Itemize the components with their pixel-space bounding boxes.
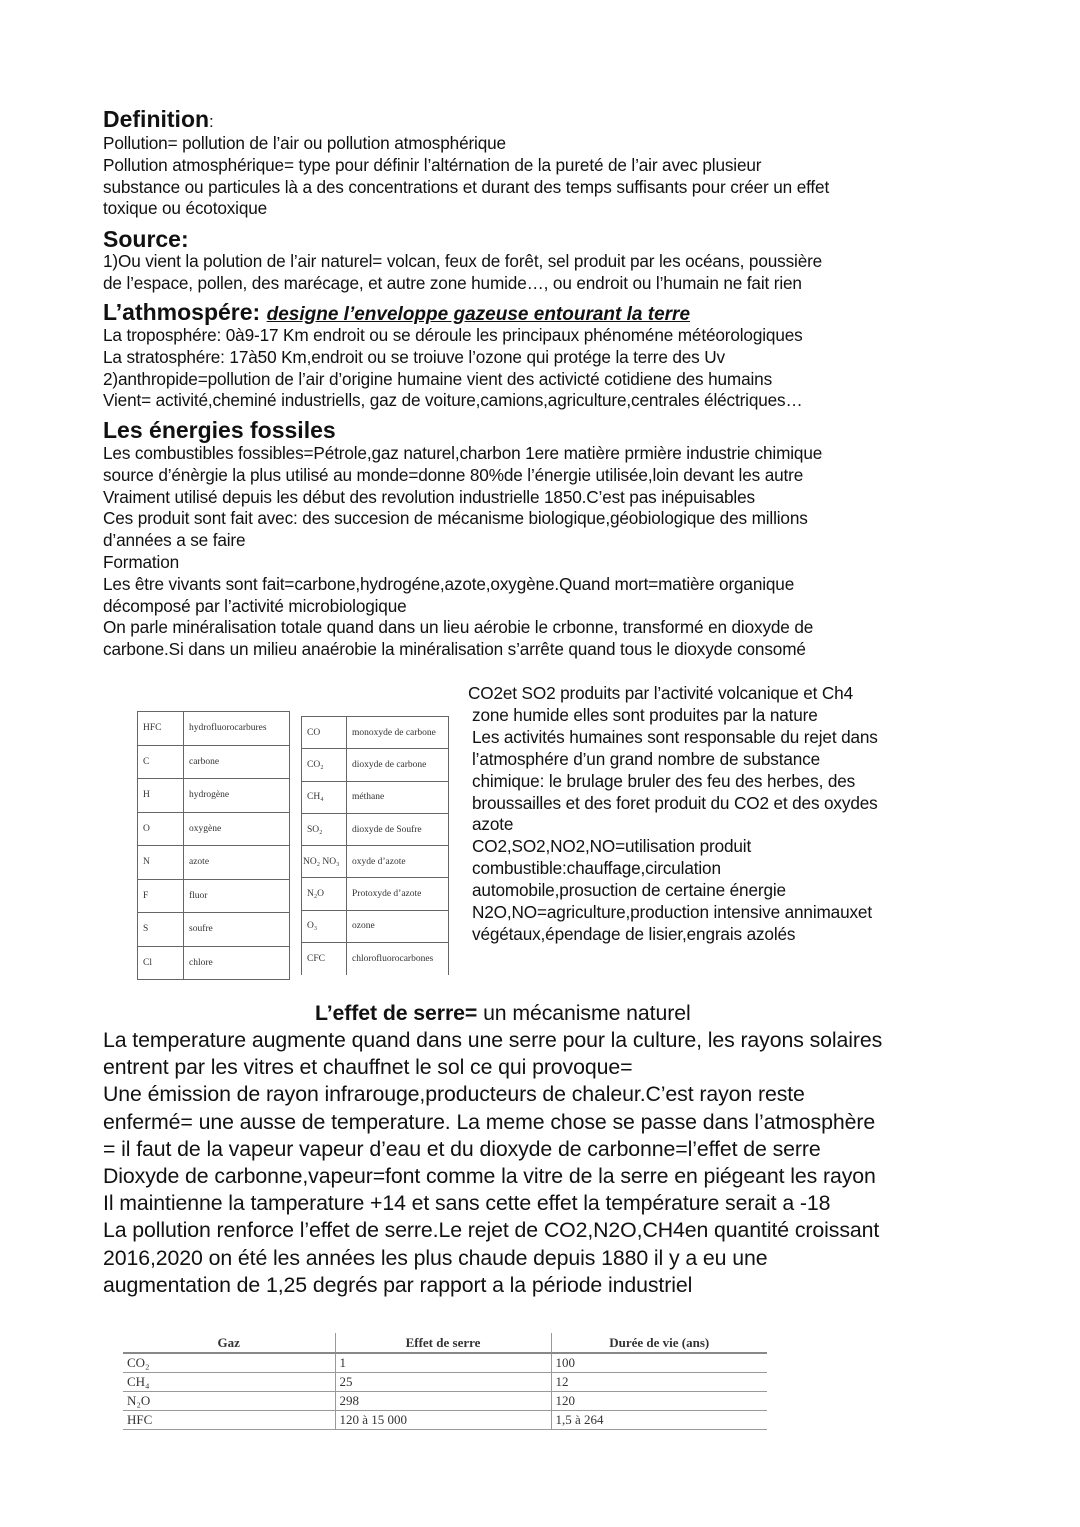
text-line: Ces produit sont fait avec: des succesion de mécanisme biologique,géobiologique des millions (103, 508, 808, 529)
atmosphere-heading (103, 299, 690, 328)
definition-body (103, 133, 829, 220)
table-row (302, 910, 449, 942)
table-row (302, 943, 449, 975)
table-row (138, 913, 290, 947)
effect-cell: 25 (335, 1373, 551, 1392)
text-line: augmentation de 1,25 degrés par rapport a la période industriel (103, 1272, 693, 1297)
text-line: combustible:chauffage,circulation (472, 858, 721, 879)
table-row (302, 846, 449, 878)
fossiles-heading: Les énergies fossiles (103, 417, 336, 443)
text-line: Une émission de rayon infrarouge,producteurs de chaleur.C’est rayon reste (103, 1082, 805, 1107)
lifetime-cell: 120 (551, 1392, 767, 1411)
lifetime-cell: 12 (551, 1373, 767, 1392)
symbol-cell: CFC (302, 943, 347, 975)
text-line: Les activités humaines sont responsable du rejet dans (472, 726, 878, 747)
symbol-cell: N₂O (302, 878, 347, 910)
name-cell: chlore (184, 946, 290, 980)
text-line: Les être vivants sont fait=carbone,hydrogéne,azote,oxygène.Quand mort=matière organique (103, 573, 795, 594)
atmosphere-title: L’athmospére: (103, 299, 261, 325)
name-cell: dioxyde de carbone (347, 749, 449, 781)
text-line: La troposphére: 0à9-17 Km endroit ou se déroule les principaux phénoméne météorologiques (103, 325, 803, 345)
effect-cell: 298 (335, 1392, 551, 1411)
name-cell: azote (184, 846, 290, 880)
name-cell: soufre (184, 913, 290, 947)
name-cell: dioxyde de Soufre (347, 813, 449, 845)
name-cell: hydrofluorocarbures (184, 712, 290, 746)
text-line: Dioxyde de carbonne,vapeur=font comme la vitre de la serre en piégeant les rayon (103, 1164, 876, 1189)
definition-colon: : (209, 112, 214, 131)
definition-heading (103, 106, 214, 135)
text-line: Vraiment utilisé depuis les début des revolution industrielle 1850.C’est pas inépuisables (103, 486, 755, 507)
serre-subtitle: un mécanisme naturel (477, 1001, 691, 1025)
table-row (302, 749, 449, 781)
text-line: CO2,SO2,NO2,NO=utilisation produit (472, 836, 752, 857)
text-line: La temperature augmente quand dans une serre pour la culture, les rayons solaires (103, 1028, 883, 1052)
text-line: = il faut de la vapeur vapeur d’eau et du dioxyde de carbonne=l’effet de serre (103, 1136, 821, 1161)
text-line: azote (472, 814, 514, 835)
text-line: N2O,NO=agriculture,production intensive annimauxet (472, 902, 872, 923)
column-header: Gaz (123, 1333, 335, 1353)
text-line: substance ou particules là a des concentrations et durant des temps suffisants pour créer un effet (103, 176, 830, 197)
table-row (138, 779, 290, 813)
table-row (138, 812, 290, 846)
text-line: Il maintienne la tamperature +14 et sans cette effet la température serait a -18 (103, 1191, 831, 1216)
table-row (123, 1411, 767, 1430)
text-line: Les combustibles fossibles=Pétrole,gaz naturel,charbon 1ere matière prmière industrie chimique (103, 443, 823, 463)
text-line: chimique: le brulage bruler des feu des herbes, des (472, 770, 856, 791)
source-heading: Source: (103, 226, 189, 252)
text-line: entrent par les vitres et chauffnet le sol ce qui provoque= (103, 1055, 633, 1080)
side-text (468, 683, 878, 946)
table-row (138, 745, 290, 779)
text-line: CO2et SO2 produits par l’activité volcanique et Ch4 (468, 683, 854, 703)
glossary-table-right (301, 716, 449, 975)
symbol-cell: HFC (138, 712, 184, 746)
symbol-cell: CH₄ (302, 781, 347, 813)
symbol-cell: Cl (138, 946, 184, 980)
symbol-cell: H (138, 779, 184, 813)
effect-cell: 1 (335, 1353, 551, 1373)
name-cell: chlorofluorocarbones (347, 943, 449, 975)
text-line: Vient= activité,cheminé industriells, gaz de voiture,camions,agriculture,centrales éléctriques… (103, 390, 803, 411)
symbol-cell: CO₂ (302, 749, 347, 781)
name-cell: fluor (184, 879, 290, 913)
table-row (302, 878, 449, 910)
text-line: Formation (103, 551, 180, 572)
serre-heading (315, 1000, 691, 1027)
symbol-cell: O (138, 812, 184, 846)
source-body (103, 251, 822, 295)
definition-title: Definition (103, 106, 210, 132)
effect-cell: 120 à 15 000 (335, 1411, 551, 1430)
text-line: d’années a se faire (103, 530, 246, 551)
lifetime-cell: 1,5 à 264 (551, 1411, 767, 1430)
name-cell: hydrogène (184, 779, 290, 813)
text-line: La pollution renforce l’effet de serre.Le rejet de CO2,N2O,CH4en quantité croissant (103, 1218, 880, 1243)
text-line: l’atmosphére d’un grand nombre de substance (472, 748, 821, 769)
table-row (138, 846, 290, 880)
text-line: Pollution atmosphérique= type pour définir l’altérnation de la pureté de l’air avec plusieur (103, 154, 762, 175)
atmosphere-subtitle: designe l’enveloppe gazeuse entourant la terre (266, 304, 691, 325)
serre-body (103, 1027, 882, 1299)
name-cell: méthane (347, 781, 449, 813)
name-cell: oxyde d’azote (347, 846, 449, 878)
table-row (302, 813, 449, 845)
column-header: Durée de vie (ans) (551, 1333, 767, 1353)
text-line: carbone.Si dans un milieu anaérobie la minéralisation s’arrête quand tous le dioxyde consomé (103, 639, 806, 660)
symbol-cell: S (138, 913, 184, 947)
symbol-cell: SO₂ (302, 813, 347, 845)
table-row (123, 1392, 767, 1411)
serre-title: L’effet de serre= (315, 1001, 478, 1025)
table-row (302, 717, 449, 749)
name-cell: ozone (347, 910, 449, 942)
text-line: Pollution= pollution de l’air ou pollution atmosphérique (103, 133, 506, 153)
fossiles-body (103, 443, 822, 661)
text-line: 2016,2020 on été les années les plus chaude depuis 1880 il y a eu une (103, 1245, 768, 1270)
symbol-cell: O₃ (302, 910, 347, 942)
gas-cell: N₂O (123, 1392, 335, 1411)
text-line: de l’espace, pollen, des marécage, et autre zone humide…, ou endroit ou l’humain ne fait rien (103, 272, 802, 293)
symbol-cell: NO₂ NO₃ (302, 846, 347, 878)
gas-cell: CH₄ (123, 1373, 335, 1392)
text-line: végétaux,épendage de lisier,engrais azolés (472, 923, 796, 944)
text-line: 1)Ou vient la polution de l’air naturel= volcan, feux de forêt, sel produit par les océans, poussière (103, 251, 823, 271)
lifetime-cell: 100 (551, 1353, 767, 1373)
table-row (123, 1373, 767, 1392)
text-line: La stratosphére: 17à50 Km,endroit ou se troiuve l’ozone qui protége la terre des Uv (103, 346, 725, 367)
table-row (138, 879, 290, 913)
gas-cell: CO₂ (123, 1353, 335, 1373)
text-line: décomposé par l’activité microbiologique (103, 595, 407, 616)
text-line: automobile,prosuction de certaine énergie (472, 880, 786, 901)
symbol-cell: CO (302, 717, 347, 749)
table-row (138, 946, 290, 980)
atmosphere-body (103, 325, 803, 412)
text-line: enfermé= une ausse de temperature. La meme chose se passe dans l’atmosphère (103, 1109, 876, 1134)
symbol-cell: C (138, 745, 184, 779)
table-row (302, 781, 449, 813)
name-cell: Protoxyde d’azote (347, 878, 449, 910)
text-line: source d’énèrgie la plus utilisé au monde=donne 80%de l’énergie utilisée,loin devant les autre (103, 464, 804, 485)
symbol-cell: F (138, 879, 184, 913)
text-line: broussailles et des foret produit du CO2 et des oxydes (472, 792, 878, 813)
name-cell: carbone (184, 745, 290, 779)
name-cell: oxygène (184, 812, 290, 846)
table-header-row (123, 1333, 767, 1353)
name-cell: monoxyde de carbone (347, 717, 449, 749)
column-header: Effet de serre (335, 1333, 551, 1353)
text-line: toxique ou écotoxique (103, 198, 268, 219)
gas-cell: HFC (123, 1411, 335, 1430)
text-line: 2)anthropide=pollution de l’air d’origine humaine vient des activicté cotidiene des humains (103, 368, 773, 389)
table-row (138, 712, 290, 746)
symbol-cell: N (138, 846, 184, 880)
glossary-table-left (137, 711, 290, 980)
text-line: On parle minéralisation totale quand dans un lieu aérobie le crbonne, transformé en dioxyde de (103, 617, 814, 638)
text-line: zone humide elles sont produites par la nature (472, 704, 818, 725)
gas-table (123, 1333, 767, 1430)
table-row (123, 1353, 767, 1373)
